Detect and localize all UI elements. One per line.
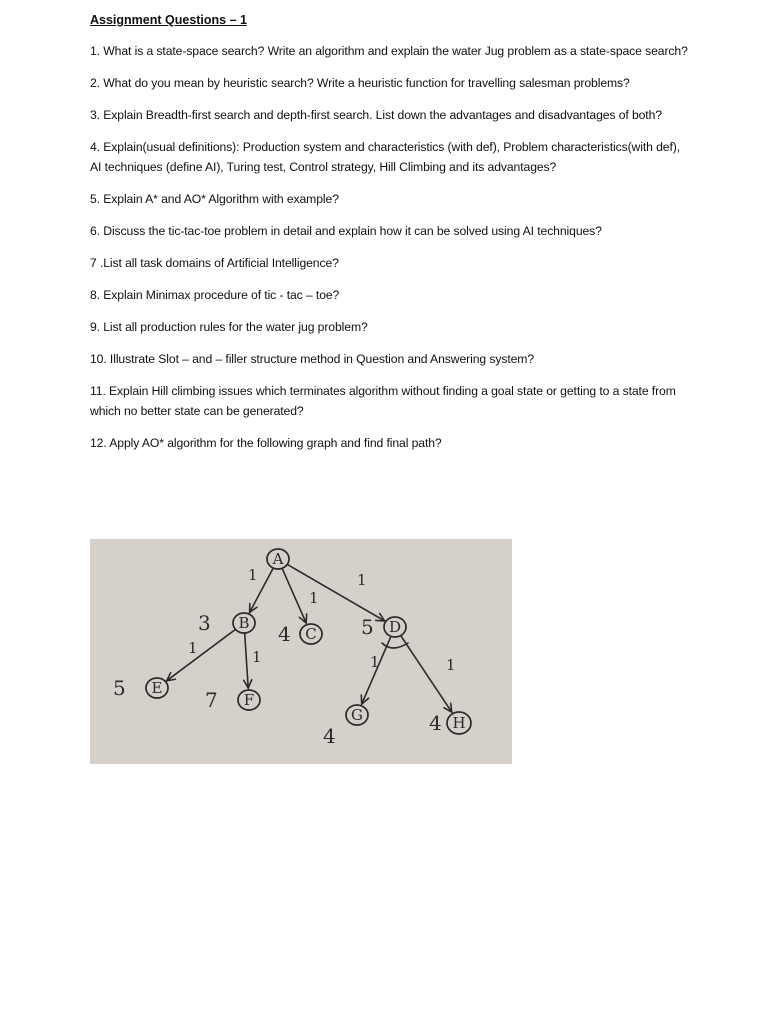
node-label-a: A (272, 550, 284, 568)
question-4: 4. Explain(usual definitions): Production system and characteristics (with def), Problem characteristics(with def), AI techniques (define AI), Turing test, Control strategy, Hill Climbing and its advantages? (90, 140, 680, 174)
node-label-h: H (452, 714, 466, 732)
node-label-c: C (305, 625, 317, 643)
question-9: 9. List all production rules for the water jug problem? (90, 320, 368, 334)
heuristic-h: 4 (429, 711, 442, 735)
edge-cost-a-d: 1 (357, 571, 367, 589)
edge-cost-d-g: 1 (370, 653, 380, 671)
edge-cost-a-c: 1 (309, 589, 319, 607)
heuristic-d: 5 (361, 615, 374, 639)
question-2: 2. What do you mean by heuristic search? Write a heuristic function for travelling salesman problems? (90, 76, 630, 90)
heuristic-b: 3 (198, 611, 211, 635)
heuristic-c: 4 (278, 622, 291, 646)
heuristic-e: 5 (113, 676, 126, 700)
question-7: 7 .List all task domains of Artificial Intelligence? (90, 256, 339, 270)
edge-cost-b-f: 1 (252, 648, 262, 666)
question-1: 1. What is a state-space search? Write an algorithm and explain the water Jug problem as a state-space search? (90, 44, 688, 58)
and-or-graph (90, 539, 512, 764)
edge-b-f (245, 634, 249, 688)
edge-cost-d-h: 1 (446, 656, 456, 674)
edge-cost-a-b: 1 (248, 566, 258, 584)
node-label-b: B (238, 614, 250, 632)
node-label-d: D (388, 618, 402, 636)
node-label-g: G (351, 706, 363, 724)
edge-b-e (167, 630, 236, 681)
question-6: 6. Discuss the tic-tac-toe problem in detail and explain how it can be solved using AI techniques? (90, 224, 602, 238)
question-5: 5. Explain A* and AO* Algorithm with example? (90, 192, 339, 206)
question-10: 10. Illustrate Slot – and – filler structure method in Question and Answering system? (90, 352, 535, 366)
page-title: Assignment Questions – 1 (90, 13, 247, 27)
edge-cost-b-e: 1 (188, 639, 198, 657)
question-12: 12. Apply AO* algorithm for the following graph and find final path? (90, 436, 442, 450)
heuristic-f: 7 (205, 688, 218, 712)
node-label-e: E (151, 679, 163, 697)
question-8: 8. Explain Minimax procedure of tic - tac – toe? (90, 288, 340, 302)
and-or-graph-photo (90, 539, 512, 764)
question-3: 3. Explain Breadth-first search and depth-first search. List down the advantages and disadvantages of both? (90, 108, 662, 122)
edge-d-h (401, 636, 452, 712)
edge-a-c (282, 569, 306, 623)
assignment-page (90, 12, 690, 465)
node-label-f: F (243, 691, 255, 709)
question-11: 11. Explain Hill climbing issues which terminates algorithm without finding a goal state or getting to a state from which no better state can be generated? (90, 384, 676, 418)
heuristic-g: 4 (323, 724, 336, 748)
